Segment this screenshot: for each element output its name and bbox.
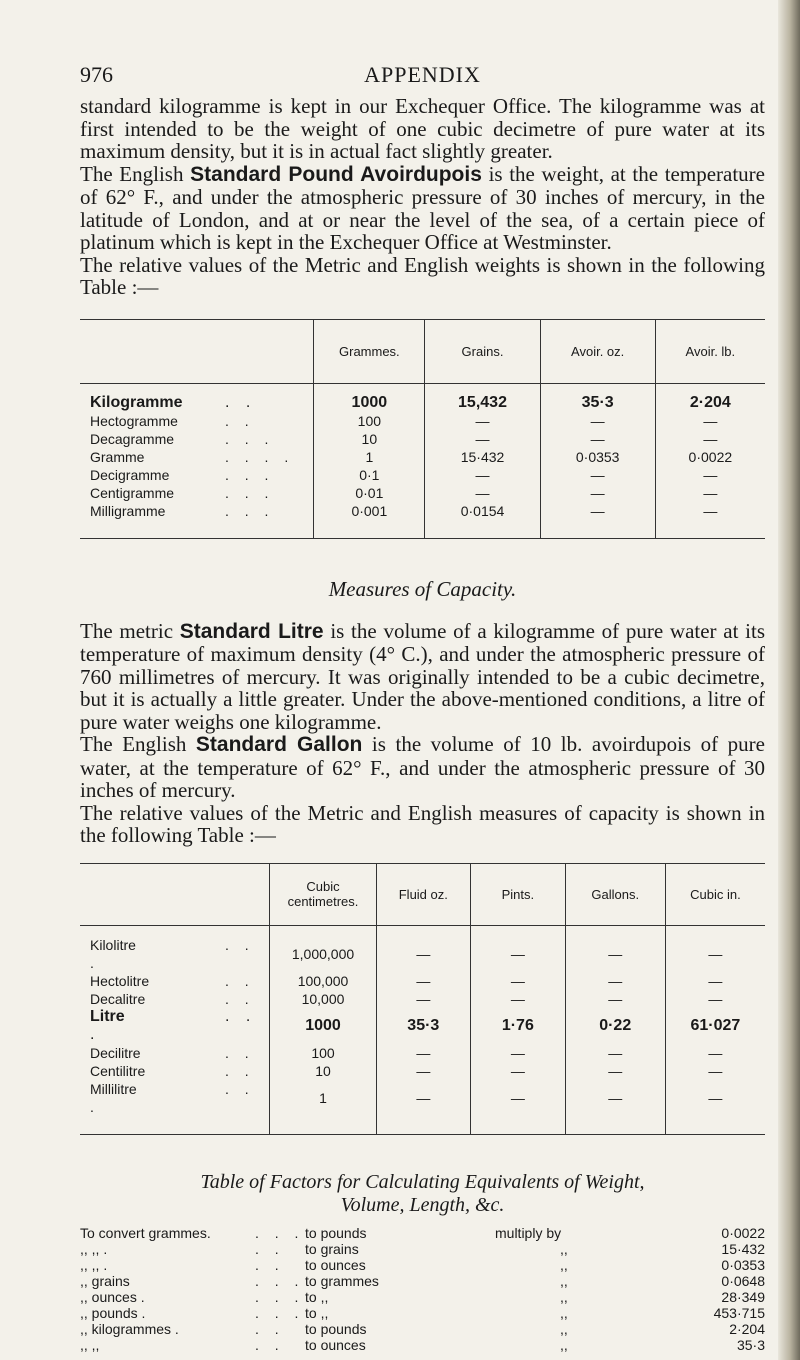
factor-value: 28·349 [721,1288,765,1305]
table-cell: — [540,412,655,430]
row-label: Gramme [90,448,145,465]
table-cell: 61·027 [665,1008,765,1044]
table-cell: 10 [314,430,425,448]
table-cell: 100 [270,1044,376,1062]
table-cell: 1 [270,1080,376,1116]
weights-table [80,319,765,539]
table-cell: 100,000 [270,972,376,990]
table-cell: — [471,990,566,1008]
convert-from: ,, grains [80,1272,130,1289]
column-header: Avoir. oz. [540,319,655,383]
paragraph-capacity-intro: The relative values of the Metric and English measures of capacity is shown in the following Table :— [80,800,765,847]
leader-dots: . . . [225,484,275,501]
leader-dots: . . . [225,466,275,483]
row-label-cell [80,1008,270,1044]
factors-heading-line1: Table of Factors for Calculating Equivalents of Weight, [200,1170,645,1193]
page-edge-shadow [778,0,800,1360]
table-cell: — [565,972,665,990]
table-row [80,925,765,972]
multiply-label: ,, [560,1240,568,1257]
row-label-cell [80,448,314,466]
table-cell: 100 [314,412,425,430]
convert-from: ,, ,, . [80,1256,108,1273]
row-label: Litre [90,1007,125,1025]
table-cell: 10,000 [270,990,376,1008]
table-cell: 0·001 [314,502,425,520]
row-label: Centigramme [90,484,175,501]
table-cell: — [376,925,470,972]
multiply-label: ,, [560,1336,568,1353]
table-cell: — [376,1044,470,1062]
row-label-cell [80,502,314,520]
row-label: Centilitre [90,1062,146,1079]
para2-pre: The English [80,161,191,186]
table-cell: — [471,925,566,972]
table-cell: — [471,972,566,990]
convert-to: to ounces [305,1256,366,1273]
table-cell-empty [471,1116,566,1135]
row-label-cell [80,1044,270,1062]
capacity-table [80,863,765,1135]
standard-pound-term: Standard Pound Avoirdupois [190,162,482,186]
leader-dots: . . [255,1240,285,1257]
convert-from: ,, ounces . [80,1288,145,1305]
row-label-cell [80,430,314,448]
leader-dots: . . . . [225,448,295,465]
conversion-row [80,1225,765,1241]
row-label-cell [80,1080,270,1116]
leader-dots: . . [225,990,255,1007]
factor-value: 0·0353 [721,1256,765,1273]
leader-dots: . . [225,393,257,411]
table-row [80,1044,765,1062]
para2-post: is the weight, at the temperature of 62° F., and under the atmospheric pressure of 30 inches of mercury, in the latitude of London, and at or near the level of the sea, of a certain piece of platinum which is kept in the Exchequer Office at Westminster. [80,161,765,254]
convert-from: ,, ,, [80,1336,100,1353]
row-label: Hectolitre [90,972,150,989]
factor-value: 453·715 [713,1304,765,1321]
column-header: Cubic in. [665,863,765,925]
conversion-row [80,1273,765,1289]
table-cell-empty [655,520,765,539]
page-number: 976 [80,62,113,87]
factors-heading-line2: Volume, Length, &c. [340,1193,505,1216]
table-cell: — [565,1044,665,1062]
convert-from: ,, ,, . [80,1240,108,1257]
table-cell: — [471,1044,566,1062]
conversion-row [80,1321,765,1337]
factor-value: 0·0022 [721,1224,765,1241]
convert-to: to ounces [305,1336,366,1353]
column-header: Gallons. [565,863,665,925]
row-label-cell [80,466,314,484]
para4-post: is the volume of a kilogramme of pure water at its temperature of maximum density (4° C.), and under the atmospheric pressure of 760 millimetres of mercury. It was originally intended to be a cubic decimetre, but it is actually a little greater. Under the above-mentioned conditions, a litre of pure water weighs one kilogramme. [80,618,765,734]
para5-post: is the volume of 10 lb. avoirdupois of pure water, at the temperature of 62° F., and under the atmospheric pressure of 30 inches of mercury. [80,732,765,802]
leader-dots: . . . [90,1007,257,1043]
conversion-row [80,1241,765,1257]
table-cell: 10 [270,1062,376,1080]
table-row [80,383,765,412]
table-row [80,1062,765,1080]
column-header: Grammes. [314,319,425,383]
table-cell: 0·1 [314,466,425,484]
table-cell: 1,000,000 [270,925,376,972]
table-cell: — [376,1080,470,1116]
table-cell: 0·01 [314,484,425,502]
row-label: Milligramme [90,502,166,519]
convert-to: to pounds [305,1224,367,1241]
leader-dots: . . . [255,1224,305,1241]
table-cell: 0·0154 [425,502,540,520]
multiply-label: ,, [560,1304,568,1321]
table-cell: 0·0022 [655,448,765,466]
table-row [80,430,765,448]
table-row-spacer [80,520,765,539]
convert-to: to grains [305,1240,359,1257]
running-title: APPENDIX [364,62,481,87]
table-cell: — [540,466,655,484]
convert-to: to ,, [305,1304,329,1321]
row-label-cell [80,412,314,430]
row-label: Decagramme [90,430,175,447]
para5-pre: The English [80,732,196,756]
factor-value: 35·3 [736,1336,765,1353]
table-cell: — [665,972,765,990]
table-cell: — [471,1062,566,1080]
table-cell: — [376,972,470,990]
leader-dots: . . [225,1044,255,1061]
multiply-label: multiply by [495,1224,562,1241]
row-label: Decilitre [90,1044,141,1061]
table-cell: — [540,430,655,448]
conversion-row [80,1289,765,1305]
leader-dots: . . . [255,1304,305,1321]
paragraph-weights-intro: The relative values of the Metric and English weights is shown in the following Table :— [80,252,765,299]
leader-dots: . . . [90,936,255,971]
table-cell: — [655,430,765,448]
table-cell-empty [314,520,425,539]
table-cell: 2·204 [655,383,765,412]
table-cell: — [425,484,540,502]
table-cell: 0·0353 [540,448,655,466]
table-cell: — [655,466,765,484]
leader-dots: . . . [90,1080,255,1115]
column-header: Grains. [425,319,540,383]
table-row [80,412,765,430]
row-label-cell [80,990,270,1008]
table-cell: — [565,925,665,972]
convert-from: To convert grammes. [80,1224,211,1241]
table-cell: 15,432 [425,383,540,412]
table-cell: 35·3 [540,383,655,412]
multiply-label: ,, [560,1288,568,1305]
leader-dots: . . [255,1256,285,1273]
row-label-cell [80,925,270,972]
table-cell: — [655,412,765,430]
leader-dots: . . . [255,1272,305,1289]
row-label: Decalitre [90,990,146,1007]
leader-dots: . . [225,972,255,989]
table-row [80,1080,765,1116]
table-row [80,972,765,990]
column-header: Fluid oz. [376,863,470,925]
standard-gallon-term: Standard Gallon [195,733,363,756]
table-cell: 1000 [270,1008,376,1044]
multiply-label: ,, [560,1256,568,1273]
convert-from: ,, kilogrammes . [80,1320,179,1337]
row-label-cell [80,383,314,412]
table-row [80,448,765,466]
table-cell: — [665,1062,765,1080]
row-label: Millilitre [90,1080,137,1097]
standard-litre-term: Standard Litre [179,619,324,643]
table-cell: — [376,1062,470,1080]
table-cell: — [540,484,655,502]
conversion-row [80,1305,765,1321]
leader-dots: . . . [255,1288,305,1305]
multiply-label: ,, [560,1320,568,1337]
table-cell: — [425,466,540,484]
conversion-row [80,1257,765,1273]
leader-dots: . . . [225,502,275,519]
book-page [80,0,765,1353]
column-header: Pints. [471,863,566,925]
table-cell: — [655,484,765,502]
paragraph-litre [80,620,765,734]
row-label: Decigramme [90,466,170,483]
table-cell: — [665,990,765,1008]
column-header [80,319,314,383]
table-cell: — [425,430,540,448]
factor-value: 2·204 [729,1320,765,1337]
table-cell: — [665,1080,765,1116]
table-cell: — [376,990,470,1008]
factor-value: 15·432 [721,1240,765,1257]
table-cell-empty [425,520,540,539]
row-label: Hectogramme [90,412,178,429]
table-cell-empty [270,1116,376,1135]
conversion-factors-list [80,1225,765,1353]
column-header: Avoir. lb. [655,319,765,383]
row-label-cell [80,972,270,990]
convert-from: ,, pounds . [80,1304,146,1321]
table-cell: 1 [314,448,425,466]
table-cell-empty [540,520,655,539]
table-row [80,502,765,520]
page-header [80,0,765,95]
table-cell: — [665,1044,765,1062]
table-row [80,484,765,502]
table-row-spacer [80,1116,765,1135]
paragraph-gallon [80,733,765,802]
leader-dots: . . [255,1320,285,1337]
table-cell-empty [376,1116,470,1135]
table-cell-empty [665,1116,765,1135]
table-row [80,466,765,484]
table-cell: — [655,502,765,520]
row-label-cell [80,1062,270,1080]
table-cell: 0·22 [565,1008,665,1044]
factor-value: 0·0648 [721,1272,765,1289]
paragraph-pound [80,163,765,254]
convert-to: to grammes [305,1272,379,1289]
row-label: Kilolitre [90,936,136,953]
table-cell: — [665,925,765,972]
leader-dots: . . [225,412,255,429]
table-cell: — [425,412,540,430]
paragraph-kilogramme: standard kilogramme is kept in our Exchequer Office. The kilogramme was at first intended to be the weight of one cubic decimetre of pure water at its maximum density, but it is in actual fact slightly greater. [80,94,765,163]
table-cell: — [540,502,655,520]
multiply-label: ,, [560,1272,568,1289]
table-cell: — [565,1062,665,1080]
table-cell: — [565,1080,665,1116]
leader-dots: . . [255,1336,285,1353]
table-row [80,990,765,1008]
table-cell-empty [80,520,314,539]
row-label: Kilogramme [90,393,183,411]
convert-to: to pounds [305,1320,367,1337]
column-header: Cubic centimetres. [270,863,376,925]
table-cell: 15·432 [425,448,540,466]
table-cell: — [471,1080,566,1116]
table-cell: 1000 [314,383,425,412]
table-cell-empty [80,1116,270,1135]
capacity-heading: Measures of Capacity. [328,576,517,601]
table-cell: 35·3 [376,1008,470,1044]
table-row [80,1008,765,1044]
row-label-cell [80,484,314,502]
table-cell: — [565,990,665,1008]
table-cell: 1·76 [471,1008,566,1044]
para4-pre: The metric [80,618,180,643]
column-header [80,863,270,925]
conversion-row [80,1337,765,1353]
leader-dots: . . . [225,430,275,447]
table-cell-empty [565,1116,665,1135]
leader-dots: . . [225,1062,255,1079]
convert-to: to ,, [305,1288,329,1305]
